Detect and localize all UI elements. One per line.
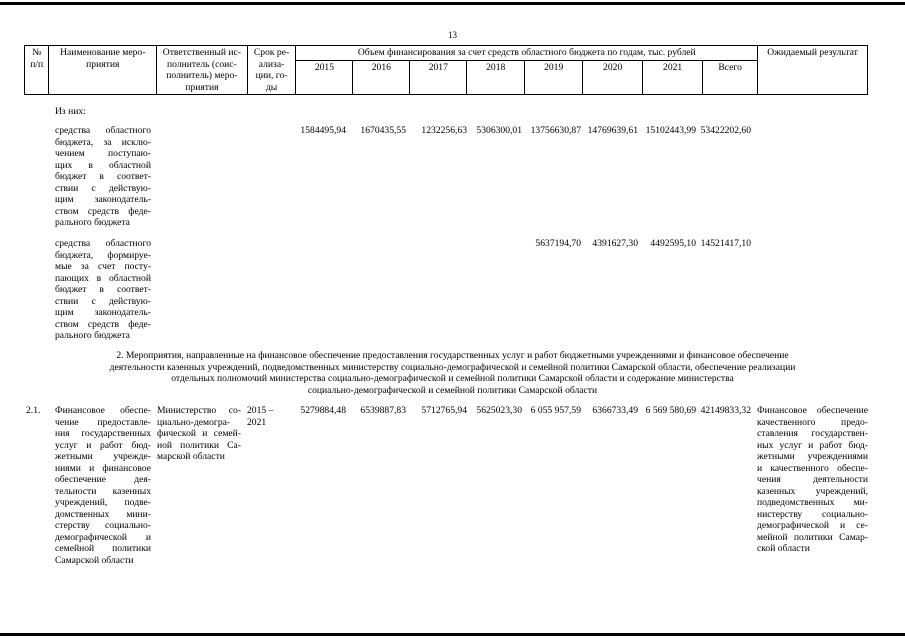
row-21-number: 2.1. [26, 405, 41, 416]
row-a-2017: 1232256,63 [421, 125, 467, 136]
row-21-2020: 6366733,49 [592, 405, 638, 416]
row-a-2016: 1670435,55 [360, 125, 406, 136]
header-name: Наименование меро- приятия [49, 46, 157, 95]
header-number: № п/п [25, 46, 49, 95]
header-year-2016: 2016 [353, 61, 410, 95]
header-result: Ожидаемый результат [758, 46, 868, 95]
bottom-border-line [0, 633, 905, 636]
row-b-2020: 4391627,30 [592, 238, 638, 249]
row-b-description: средства областного бюджета, формируе- мые за счет посту- пающих в областной бюджет в соответ- ствии с действую- щим законодатель- ством средств феде- рального бюджета [55, 238, 151, 341]
header-total: Всего [703, 61, 758, 95]
header-term: Срок ре- ализа- ции, го- ды [247, 46, 296, 95]
row-21-responsible: Министерство со- циально-демогра- фической и семей- ной политики Са- марской области [157, 405, 241, 462]
row-21-name: Финансовое обеспе- чение предоставле- ния государственных услуг и работ бюд- жетными учрежде- ниями и финансовое обеспечение дея- тельности казенных учреждений, подве- домственных мини- стерству социально- демографической и семейной политики Самарской области [55, 405, 151, 566]
row-a-description: средства областного бюджета, за исклю- чением поступаю- щих в областной бюджет в соответ- ствии с действую- щим законодатель- ством средств феде- рального бюджета [55, 125, 151, 228]
row-21-2021: 6 569 580,69 [645, 405, 696, 416]
header-responsible: Ответственный ис- полнитель (соис- полнитель) меро- приятия [157, 46, 247, 95]
header-year-2017: 2017 [410, 61, 467, 95]
section-2-heading: 2. Мероприятия, направленные на финансовое обеспечение предоставления государственных услуг и работ бюджетными учреждениями и финансовое обеспечение деятельности казенных учреждений, подведомственных министерству социально-демографической и семейной политики Самарской области, обеспечение реализации отдельных полномочий министерства социально-демографической и семейной политики Самарской области и содержание министерства социально-демографической и семейной политики Самарской области [109, 350, 796, 396]
row-21-expected-result: Финансовое обеспечение качественного предо- ставления государствен- ных услуг и работ бюд- жетными учреждениями и качественного обеспе- чения деятельности казенных учреждений, подведомственных ми- нистерству социально- демографической и се- мейной политики Самар- ской области [757, 405, 868, 554]
row-b-total: 14521417,10 [700, 238, 751, 249]
table-header [24, 45, 868, 95]
header-year-2021: 2021 [643, 61, 703, 95]
row-a-2019: 13756630,87 [530, 125, 581, 136]
row-a-2021: 15102443,99 [645, 125, 696, 136]
from-them-label: Из них: [55, 106, 86, 117]
row-21-2016: 6539887,83 [360, 405, 406, 416]
row-21-2015: 5279884,48 [300, 405, 346, 416]
row-a-total: 53422202,60 [700, 125, 751, 136]
row-21-term: 2015 – 2021 [247, 405, 274, 428]
row-a-2018: 5306300,01 [476, 125, 522, 136]
row-21-total: 42149833,32 [700, 405, 751, 416]
row-b-2021: 4492595,10 [650, 238, 696, 249]
header-year-2015: 2015 [296, 61, 353, 95]
row-21-2017: 5712765,94 [421, 405, 467, 416]
row-a-2020: 14769639,61 [587, 125, 638, 136]
header-funding: Объем финансирования за счет средств областного бюджета по годам, тыс. рублей [296, 46, 758, 61]
page-number: 13 [448, 30, 457, 40]
row-b-2019: 5637194,70 [535, 238, 581, 249]
header-year-2018: 2018 [467, 61, 525, 95]
top-border-line [0, 2, 905, 5]
row-a-2015: 1584495,94 [300, 125, 346, 136]
header-year-2020: 2020 [583, 61, 643, 95]
row-21-2019: 6 055 957,59 [530, 405, 581, 416]
header-year-2019: 2019 [525, 61, 583, 95]
row-21-2018: 5625023,30 [476, 405, 522, 416]
